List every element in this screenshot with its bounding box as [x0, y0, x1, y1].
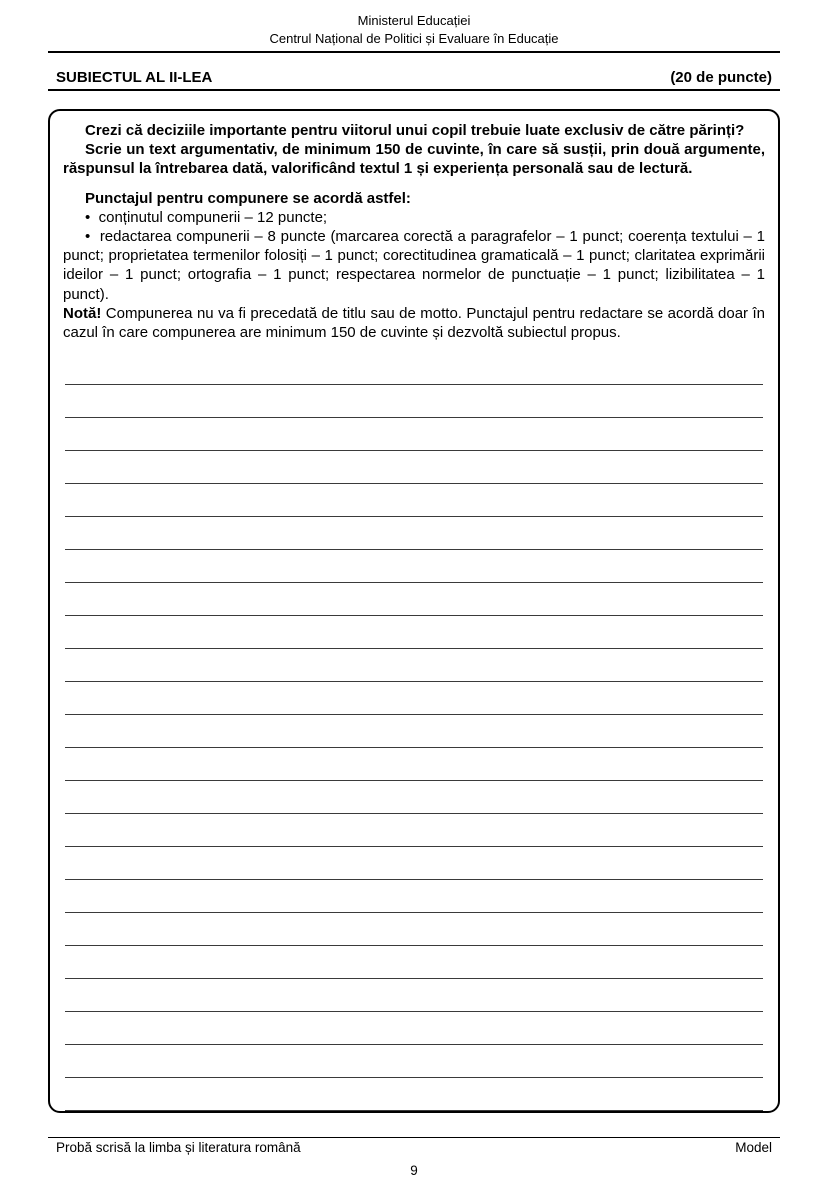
writing-line: [65, 847, 763, 880]
writing-line: [65, 550, 763, 583]
writing-line: [65, 1045, 763, 1078]
writing-line: [65, 385, 763, 418]
writing-line: [65, 616, 763, 649]
subject-title-row: [48, 69, 780, 91]
writing-line: [65, 352, 763, 385]
scoring-bullet-content: [63, 208, 765, 227]
header-ministry: Ministerul Educației: [357, 13, 471, 28]
task-prompt-instruction: Scrie un text argumentativ, de minimum 150 de cuvinte, în care să susții, prin două argumente, răspunsul la întrebarea dată, valorificând textul 1 și experiența personală sau de lectură.: [63, 141, 765, 178]
bullet-icon: •: [85, 208, 91, 226]
writing-line: [65, 946, 763, 979]
writing-line: [65, 1078, 763, 1111]
writing-line: [65, 1012, 763, 1045]
writing-line: [65, 814, 763, 847]
scoring-bullet-content-text: conținutul compunerii – 12 puncte;: [98, 208, 328, 226]
writing-line: [65, 583, 763, 616]
scoring-heading: Punctajul pentru compunere se acordă astfel:: [85, 189, 411, 207]
page-number: 9: [410, 1163, 418, 1178]
scoring-bullet-redaction: [63, 227, 765, 304]
writing-line: [65, 418, 763, 451]
writing-line: [65, 484, 763, 517]
writing-line: [65, 682, 763, 715]
writing-lines: [63, 352, 765, 1111]
writing-line: [65, 715, 763, 748]
subject-title: SUBIECTUL AL II-LEA: [56, 69, 213, 87]
footer-exam-name: Probă scrisă la limba și literatura română: [56, 1140, 301, 1156]
document-header: [48, 12, 780, 47]
document-footer: [48, 1137, 780, 1155]
writing-line: [65, 517, 763, 550]
note-paragraph: [63, 304, 765, 342]
note-text: Compunerea nu va fi precedată de titlu sau de motto. Punctajul pentru redactare se acordă doar în cazul în care compunerea are minimum 150 de cuvinte și dezvoltă subiectul propus.: [63, 304, 765, 341]
bullet-icon: •: [85, 228, 91, 246]
writing-line: [65, 913, 763, 946]
writing-line: [65, 880, 763, 913]
task-box: [48, 109, 780, 1113]
writing-line: [65, 451, 763, 484]
scoring-bullet-redaction-text: redactarea compunerii – 8 puncte (marcarea corectă a paragrafelor – 1 punct; coerența textului – 1 punct; proprietatea termenilor folosiți – 1 punct; corectitudinea gramaticală – 1 punct; claritatea exprimării ideilor – 1 punct; ortografia – 1 punct; respectarea normelor de punctuație – 1 punct; lizibilitatea – 1 punct).: [63, 228, 765, 303]
writing-line: [65, 748, 763, 781]
task-prompt-question: Crezi că deciziile importante pentru viitorul unui copil trebuie luate exclusiv de către părinți?: [85, 122, 745, 140]
writing-line: [65, 781, 763, 814]
subject-points: (20 de puncte): [670, 69, 772, 87]
writing-line: [65, 649, 763, 682]
header-center: Centrul Național de Politici și Evaluare în Educație: [269, 30, 559, 46]
header-divider: [48, 51, 780, 53]
writing-line: [65, 979, 763, 1012]
footer-model-label: Model: [735, 1140, 772, 1156]
note-label: Notă!: [63, 304, 102, 322]
